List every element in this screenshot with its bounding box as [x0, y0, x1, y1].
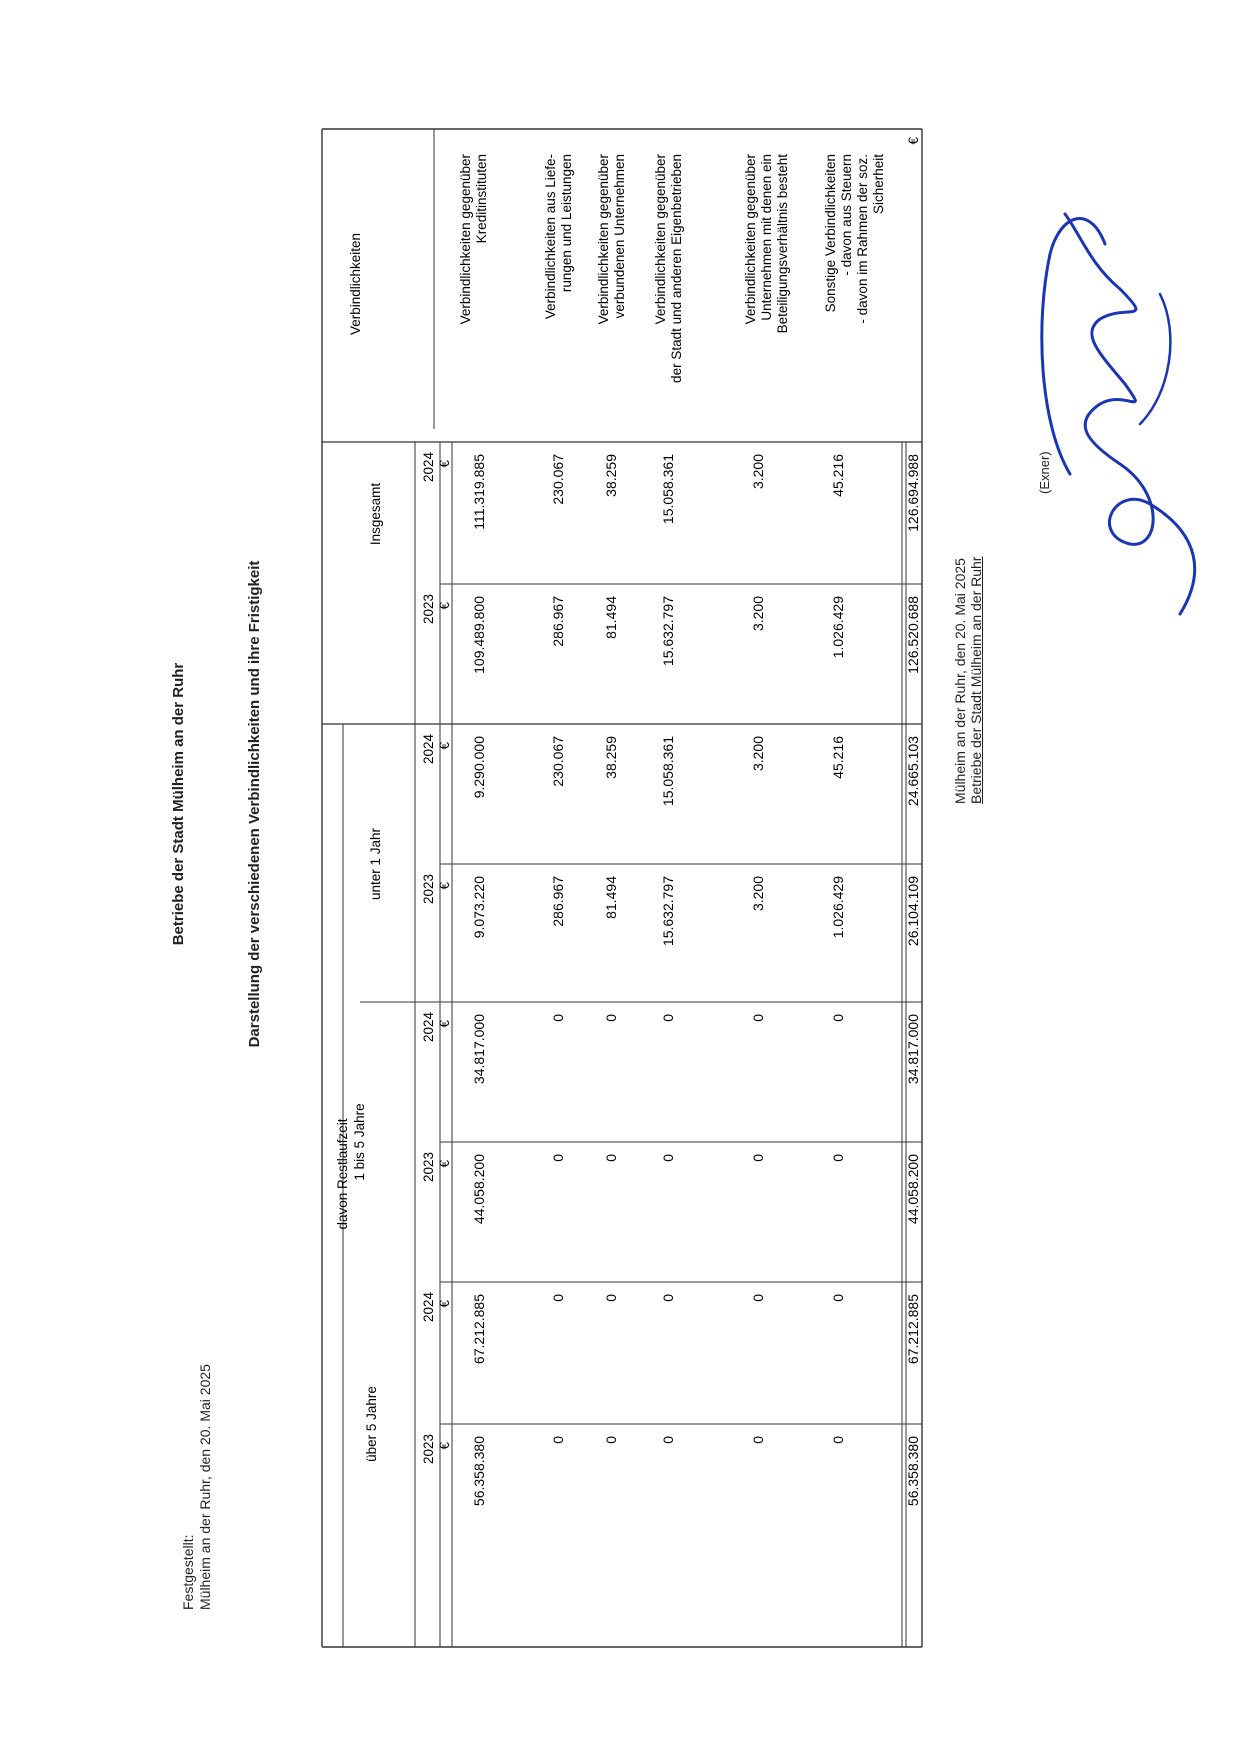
total-6: 67.212.885 — [905, 1294, 921, 1365]
row-label-3-0: Verbindlichkeiten gegenüber — [653, 154, 668, 325]
cell-3-5: 0 — [660, 1154, 676, 1162]
row-label-4-0: Verbindlichkeiten gegenüber — [743, 154, 758, 325]
group-over5-label: über 5 Jahre — [364, 1386, 379, 1462]
cell-2-2: 38.259 — [603, 736, 619, 779]
cell-1-1: 286.967 — [550, 596, 566, 647]
place-date-left: Mülheim an der Ruhr, den 20. Mai 2025 — [197, 1364, 213, 1610]
total-4: 34.817.000 — [905, 1014, 921, 1085]
cell-0-7: 56.358.380 — [471, 1436, 487, 1507]
row-label-1-0: Verbindlichkeiten aus Liefe- — [543, 154, 558, 320]
cell-4-4: 0 — [750, 1014, 766, 1022]
row-label-5-2: - davon im Rahmen der soz. — [855, 154, 870, 324]
year-header-3: 2023 — [421, 874, 436, 905]
cell-3-0: 15.058.361 — [660, 454, 676, 525]
cell-5-7: 0 — [830, 1436, 846, 1444]
cell-0-2: 9.290.000 — [471, 736, 487, 799]
cell-5-2: 45.216 — [830, 736, 846, 779]
cell-3-3: 15.632.797 — [660, 876, 676, 947]
total-0: 126.694.988 — [905, 454, 921, 532]
row-label-2-1: verbundenen Unternehmen — [612, 154, 627, 319]
year-header-6: 2024 — [421, 1292, 436, 1323]
cell-1-0: 230.067 — [550, 454, 566, 505]
cell-3-4: 0 — [660, 1014, 676, 1022]
cell-2-7: 0 — [603, 1436, 619, 1444]
group-1to5-label: 1 bis 5 Jahre — [352, 1103, 367, 1181]
cell-2-5: 0 — [603, 1154, 619, 1162]
group-total-label: Insgesamt — [368, 482, 383, 546]
currency-header-2: € — [437, 742, 452, 750]
row-label-0-1: Kreditinstituten — [474, 154, 489, 244]
cell-3-7: 0 — [660, 1436, 676, 1444]
signer-name: (Exner) — [1037, 451, 1052, 494]
row-label-0-0: Verbindlichkeiten gegenüber — [458, 154, 473, 325]
cell-4-6: 0 — [750, 1294, 766, 1302]
place-date-right: Mülheim an der Ruhr, den 20. Mai 2025 — [952, 558, 968, 804]
row-label-5-3: Sicherheit — [871, 154, 886, 215]
total-7: 56.358.380 — [905, 1436, 921, 1507]
cell-1-5: 0 — [550, 1154, 566, 1162]
total-2: 24.665.103 — [905, 736, 921, 807]
group-remaining-label: davon Restlaufzeit — [335, 1118, 350, 1230]
cell-3-2: 15.058.361 — [660, 736, 676, 807]
cell-1-4: 0 — [550, 1014, 566, 1022]
year-header-2: 2024 — [421, 734, 436, 765]
total-3: 26.104.109 — [905, 876, 921, 947]
cell-3-1: 15.632.797 — [660, 596, 676, 667]
year-header-7: 2023 — [421, 1434, 436, 1465]
festgestellt-label: Festgestellt: — [180, 1534, 196, 1610]
year-header-1: 2023 — [421, 594, 436, 625]
cell-2-1: 81.494 — [603, 596, 619, 639]
cell-5-6: 0 — [830, 1294, 846, 1302]
signature-block — [952, 557, 984, 804]
cell-0-4: 34.817.000 — [471, 1014, 487, 1085]
cell-5-0: 45.216 — [830, 454, 846, 497]
cell-4-5: 0 — [750, 1154, 766, 1162]
currency-header-3: € — [437, 882, 452, 890]
currency-header-4: € — [437, 1020, 452, 1028]
cell-5-5: 0 — [830, 1154, 846, 1162]
row-label-2-0: Verbindlichkeiten gegenüber — [596, 154, 611, 325]
row-label-4-1: Unternehmen mit denen ein — [759, 154, 774, 321]
currency-header-6: € — [437, 1300, 452, 1308]
cell-0-1: 109.489.800 — [471, 596, 487, 674]
row-label-4-2: Beteiligungsverhältnis besteht — [775, 154, 790, 334]
total-5: 44.058.200 — [905, 1154, 921, 1225]
cell-5-3: 1.026.429 — [830, 876, 846, 939]
cell-4-7: 0 — [750, 1436, 766, 1444]
festgestellt-note — [180, 1364, 214, 1610]
cell-2-0: 38.259 — [603, 454, 619, 497]
row-label-1-1: rungen und Leistungen — [559, 154, 574, 293]
row-label-5-0: Sonstige Verbindlichkeiten — [823, 154, 838, 313]
organisation-name: Betriebe der Stadt Mülheim an der Ruhr — [968, 556, 984, 804]
group-under1-label: unter 1 Jahr — [368, 827, 383, 901]
document-title: Betriebe der Stadt Mülheim an der Ruhr — [170, 662, 187, 946]
year-header-4: 2024 — [421, 1012, 436, 1043]
cell-2-6: 0 — [603, 1294, 619, 1302]
cell-0-0: 111.319.885 — [471, 454, 487, 530]
cell-5-4: 0 — [830, 1014, 846, 1022]
currency-header-7: € — [437, 1442, 452, 1450]
row-header-label: Verbindlichkeiten — [348, 232, 363, 336]
totals-currency: € — [906, 137, 921, 145]
year-header-0: 2024 — [421, 452, 436, 483]
currency-header-0: € — [437, 460, 452, 468]
row-label-5-1: - davon aus Steuern — [839, 154, 854, 276]
cell-0-6: 67.212.885 — [471, 1294, 487, 1365]
cell-4-1: 3.200 — [750, 596, 766, 632]
cell-1-7: 0 — [550, 1436, 566, 1444]
year-header-5: 2023 — [421, 1152, 436, 1183]
cell-2-3: 81.494 — [603, 876, 619, 919]
cell-0-5: 44.058.200 — [471, 1154, 487, 1225]
cell-4-3: 3.200 — [750, 876, 766, 912]
cell-1-6: 0 — [550, 1294, 566, 1302]
cell-3-6: 0 — [660, 1294, 676, 1302]
currency-header-5: € — [437, 1160, 452, 1168]
cell-5-1: 1.026.429 — [830, 596, 846, 659]
total-1: 126.520.688 — [905, 596, 921, 674]
cell-4-2: 3.200 — [750, 736, 766, 772]
cell-2-4: 0 — [603, 1014, 619, 1022]
cell-4-0: 3.200 — [750, 454, 766, 490]
document-subtitle: Darstellung der verschiedenen Verbindlichkeiten und ihre Fristigkeit — [246, 560, 263, 1048]
currency-header-1: € — [437, 602, 452, 610]
row-label-3-1: der Stadt und anderen Eigenbetrieben — [669, 154, 684, 383]
cell-1-3: 286.967 — [550, 876, 566, 927]
cell-1-2: 230.067 — [550, 736, 566, 787]
handwritten-signature — [1030, 194, 1205, 654]
cell-0-3: 9.073.220 — [471, 876, 487, 939]
